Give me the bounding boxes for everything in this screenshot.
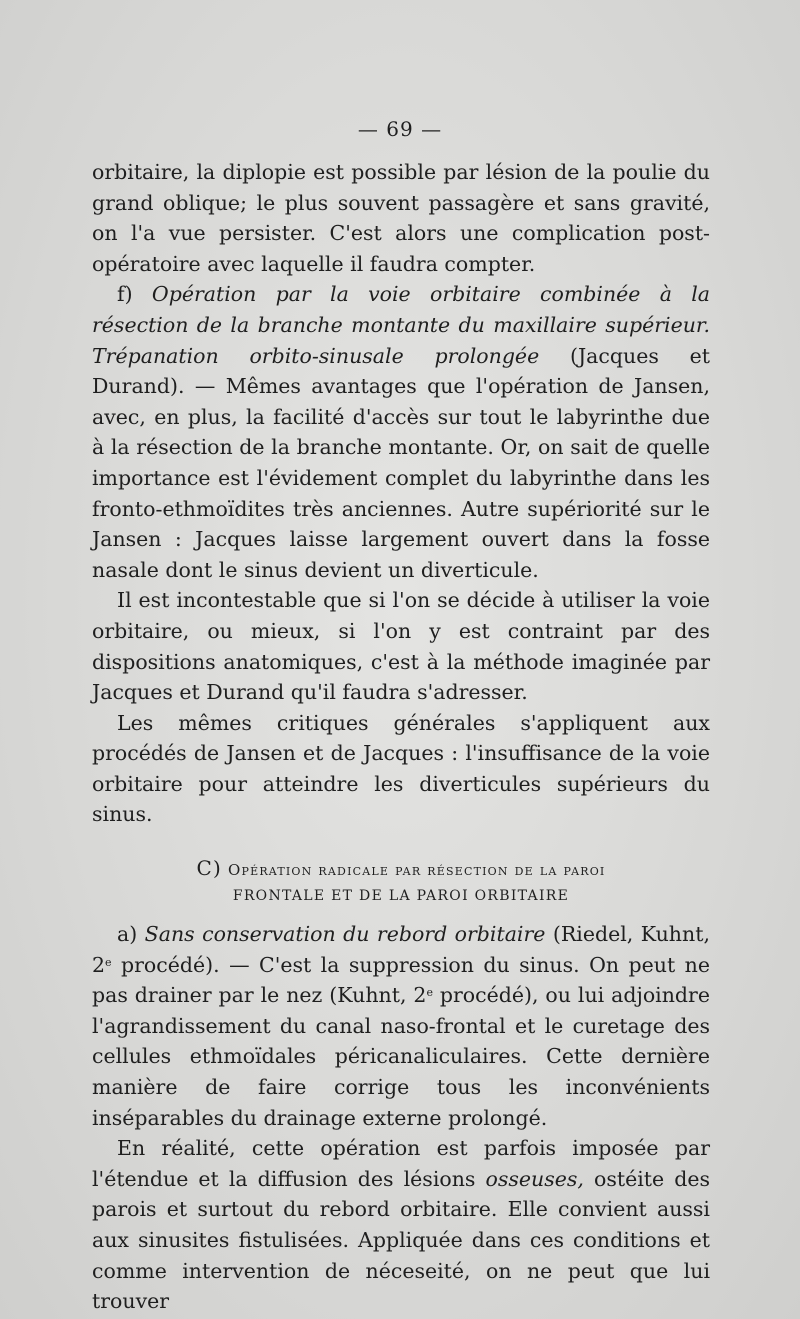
superscript-e: e (426, 986, 433, 1000)
paragraph-a-text-2: procédé). — C'est la suppression du sinus. On peut ne pas drainer par le nez (Kuhnt, 2 (92, 952, 710, 1008)
item-title-a: Sans conservation du rebord orbitaire (144, 922, 546, 947)
item-title-f: Opération par la voie orbitaire combinée à la résection de la branche montante du maxillaire supérieur. Trépanation orbito-sinusale prolongée (92, 282, 710, 368)
section-heading (92, 851, 710, 887)
section-letter: C) (196, 856, 223, 881)
section-title-line1: Opération radicale par résection de la paroi (227, 861, 606, 880)
paragraph-jacques-durand: Il est incontestable que si l'on se décide à utiliser la voie orbitaire, ou mieux, si l'on y est contraint par des dispositions anatomiques, c'est à la méthode imaginée par Jacques et Durand qu'il faudra s'adresser. (92, 588, 710, 705)
paragraph-continuation: orbitaire, la diplopie est possible par lésion de la poulie du grand oblique; le plus souvent passagère et sans gravité, on l'a vue persister. C'est alors une complication post-opératoire avec laquelle il faudra compter. (92, 160, 710, 276)
italic-osseuses: osseuses, (485, 1166, 584, 1191)
section-title-line2: FRONTALE ET DE LA PAROI ORBITAIRE (232, 888, 570, 905)
paragraph-reality-text-2: ostéite des parois et surtout du rebord orbitaire. Elle convient aussi aux sinusites fistulisées. Appliquée dans ces conditions et comme intervention de néceseité, on ne peut que lui trouver (92, 1166, 710, 1314)
paragraph-criticism: Les mêmes critiques générales s'appliquent aux procédés de Jansen et de Jacques : l'insuffisance de la voie orbitaire pour atteindre les diverticules supérieurs du sinus. (92, 710, 710, 827)
paragraph-f-text: (Jacques et Durand). — Mêmes avantages que l'opération de Jansen, avec, en plus, la facilité d'accès sur tout le labyrinthe due à la résection de la branche montante. Or, on sait de quelle importance est l'évidement complet du labyrinthe dans les fronto-ethmoïdites très anciennes. Autre supériorité sur le Jansen : Jacques laisse largement ouvert dans la fosse nasale dont le sinus devient un diverticule. (92, 343, 710, 582)
item-label-f: f) (117, 282, 133, 307)
page-body (92, 157, 710, 1317)
paragraph-a-text-3: procédé), ou lui adjoindre l'agrandissement du canal naso-frontal et le curetage des cellules ethmoïdales péricanaliculaires. Cette dernière manière de faire corrige tous les inconvénients inséparables du drainage externe prolongé. (92, 983, 710, 1130)
item-label-a: a) (117, 922, 138, 947)
superscript-e: e (105, 955, 112, 969)
paragraph-reality-text-1: En réalité, cette opération est parfois imposée par l'étendue et la diffusion des lésions (92, 1136, 710, 1191)
paragraph-f (92, 279, 710, 585)
paragraph-a-text-1: (Riedel, Kuhnt, 2 (92, 922, 710, 977)
paragraph-reality (92, 1133, 710, 1317)
page-number: — 69 — (357, 117, 443, 141)
paragraph-a (92, 919, 710, 1133)
